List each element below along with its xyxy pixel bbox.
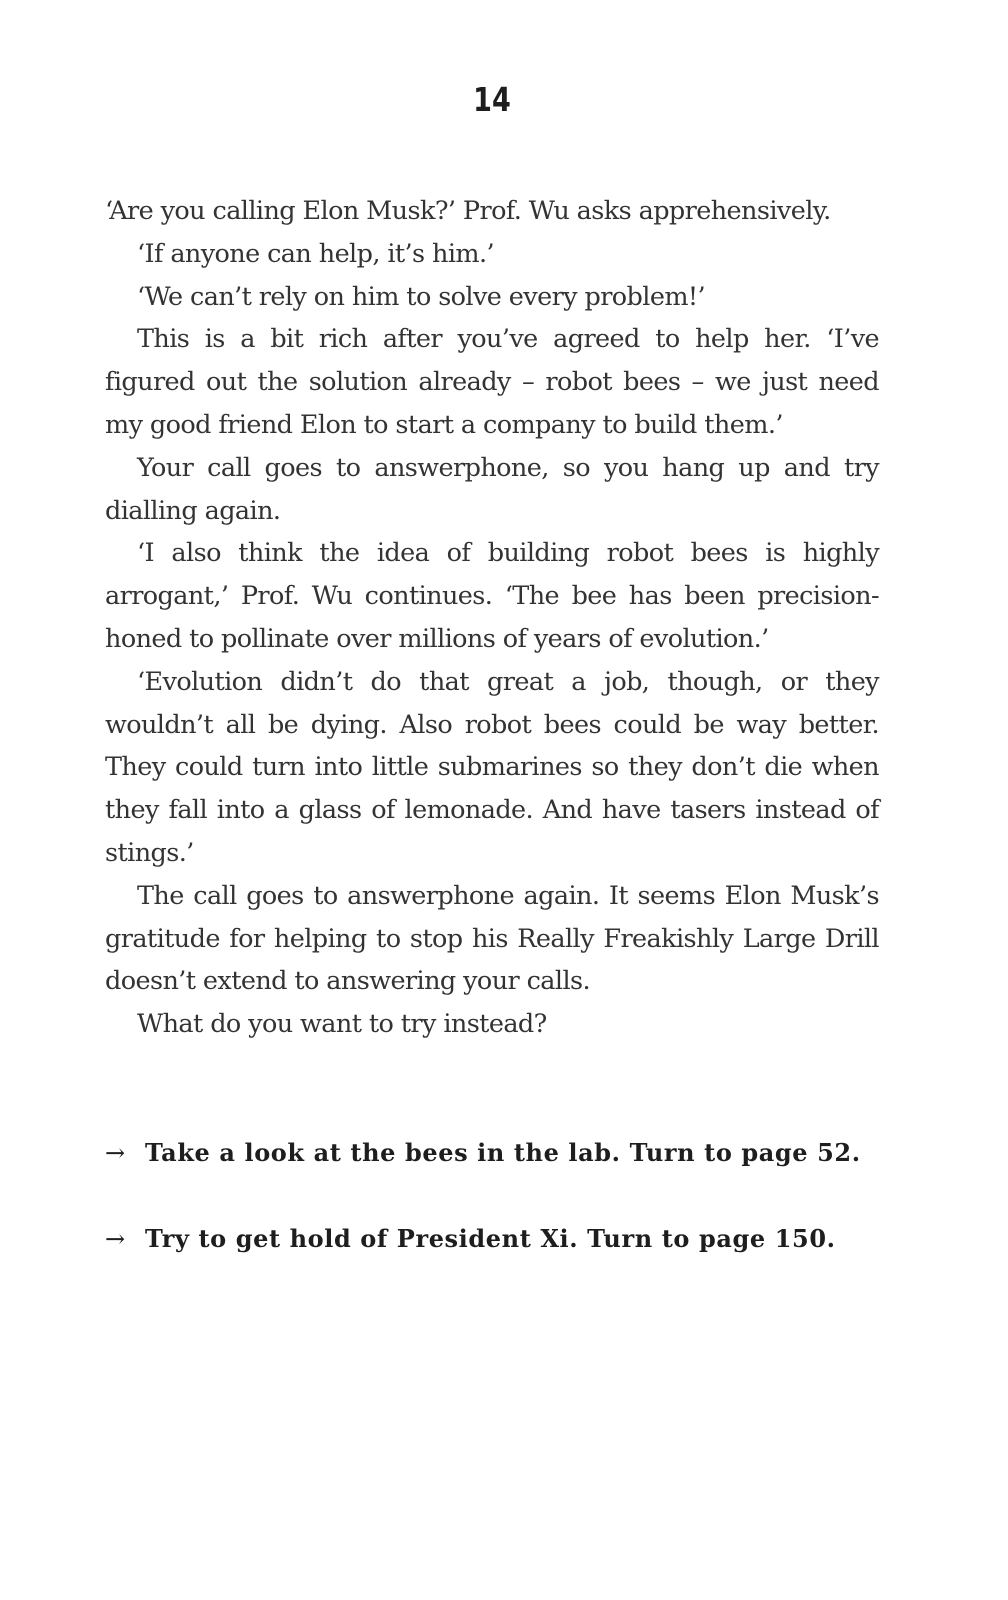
arrow-right-icon: →: [105, 1225, 126, 1253]
paragraph: What do you want to try instead?: [137, 1009, 547, 1040]
choice-text: Try to get hold of President Xi. Turn to page 150.: [145, 1224, 836, 1253]
choice-text: Take a look at the bees in the lab. Turn to page 52.: [145, 1138, 861, 1167]
arrow-right-icon: →: [105, 1139, 126, 1167]
paragraph: Your call goes to answerphone, so you hang up and try dialling again.: [105, 452, 879, 526]
paragraph: The call goes to answerphone again. It seems Elon Musk’s gratitude for helping to stop his Really Freakishly Large Drill doesn’t extend to answering your calls.: [105, 880, 879, 997]
story-text: [105, 190, 879, 1046]
paragraph: ‘Are you calling Elon Musk?’ Prof. Wu asks apprehensively.: [105, 196, 831, 226]
paragraph: This is a bit rich after you’ve agreed to help her. ‘I’ve figured out the solution already – robot bees – we just need my good friend Elon to start a company to build them.’: [105, 324, 879, 440]
paragraph: ‘I also think the idea of building robot bees is highly arrogant,’ Prof. Wu continues. ‘The bee has been precision-honed to pollinate over millions of years of evolution.’: [105, 538, 879, 654]
choice-list: [105, 1131, 879, 1261]
paragraph: ‘We can’t rely on him to solve every problem!’: [137, 281, 706, 312]
paragraph: ‘Evolution didn’t do that great a job, though, or they wouldn’t all be dying. Also robot bees could be way better. They could turn into little submarines so they don’t die when they fall into a glass of lemonade. And have tasers instead of stings.’: [105, 666, 879, 868]
paragraph: ‘If anyone can help, it’s him.’: [137, 238, 495, 269]
page-number: 14: [473, 80, 511, 119]
choice-lab-bees: [105, 1131, 879, 1175]
choice-president-xi: [105, 1217, 879, 1261]
